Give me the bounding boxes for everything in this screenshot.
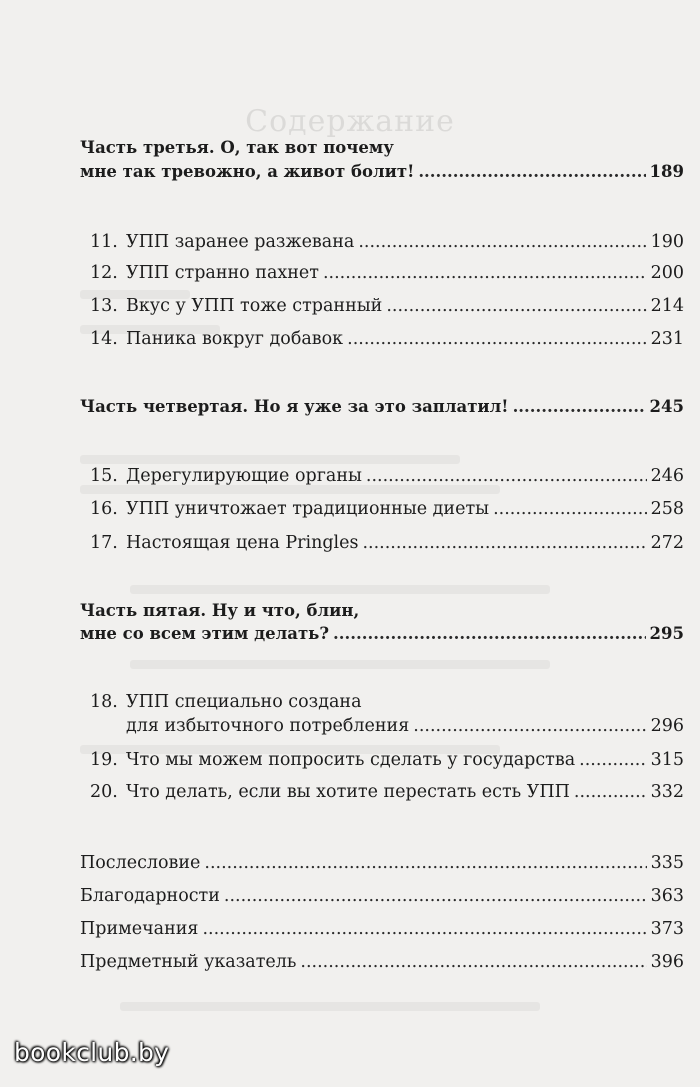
dot-leader	[300, 950, 646, 974]
dot-leader	[333, 622, 646, 646]
dot-leader	[323, 261, 647, 285]
part-heading-line: Часть третья. О, так вот почему	[80, 138, 394, 157]
chapter-title: Что мы можем попросить сделать у государства	[126, 750, 576, 770]
toc-backmatter-entry[interactable]	[80, 917, 684, 941]
chapter-number: 13.	[90, 296, 118, 316]
show-through-line	[120, 1002, 540, 1011]
page-number: 189	[649, 162, 684, 181]
toc-backmatter-entry[interactable]	[80, 851, 684, 875]
section-title: Примечания	[80, 919, 199, 939]
page-number: 396	[650, 952, 684, 972]
toc-chapter-entry[interactable]	[90, 294, 684, 318]
chapter-number: 16.	[90, 499, 118, 519]
chapter-title: УПП заранее разжевана	[126, 232, 355, 252]
part-heading-line: Часть пятая. Ну и что, блин,	[80, 601, 360, 620]
dot-leader	[204, 851, 646, 875]
chapter-title: УПП уничтожает традиционные диеты	[126, 499, 490, 519]
dot-leader	[574, 780, 647, 804]
dot-leader	[413, 714, 646, 738]
page-number: 296	[650, 716, 684, 736]
part-title: Часть четвертая. Но я уже за это заплатил!	[80, 397, 509, 416]
dot-leader	[366, 464, 647, 488]
chapter-title: Что делать, если вы хотите перестать есть УПП	[126, 782, 570, 802]
toc-chapter-entry[interactable]	[90, 531, 684, 555]
page-number: 245	[649, 397, 684, 416]
page-number: 272	[650, 533, 684, 553]
page-number: 315	[650, 750, 684, 770]
dot-leader	[513, 395, 646, 419]
chapter-title: Дерегулирующие органы	[126, 466, 362, 486]
page-number: 373	[650, 919, 684, 939]
toc-backmatter-entry[interactable]	[80, 884, 684, 908]
page-number: 332	[650, 782, 684, 802]
toc-backmatter-entry[interactable]	[80, 950, 684, 974]
dot-leader	[202, 917, 646, 941]
chapter-number: 18.	[90, 692, 118, 712]
page-number: 200	[650, 263, 684, 283]
part-title: мне со всем этим делать?	[80, 624, 330, 643]
toc-chapter-entry[interactable]	[90, 464, 684, 488]
dot-leader	[386, 294, 646, 318]
dot-leader	[493, 497, 647, 521]
section-title: Послесловие	[80, 853, 201, 873]
dot-leader	[347, 327, 646, 351]
dot-leader	[579, 748, 646, 772]
dot-leader	[358, 230, 646, 254]
chapter-number: 14.	[90, 329, 118, 349]
toc-chapter-entry[interactable]	[126, 714, 684, 738]
toc-part-entry[interactable]	[80, 622, 684, 646]
page-number: 214	[650, 296, 684, 316]
show-through-line	[130, 585, 550, 594]
page-number: 190	[650, 232, 684, 252]
chapter-title: Вкус у УПП тоже странный	[126, 296, 383, 316]
chapter-title-line	[90, 690, 362, 714]
toc-chapter-entry[interactable]	[90, 230, 684, 254]
show-through-line	[130, 660, 550, 669]
chapter-title: для избыточного потребления	[126, 716, 410, 736]
page-number: 335	[650, 853, 684, 873]
chapter-title: УПП странно пахнет	[126, 263, 319, 283]
chapter-number: 11.	[90, 232, 118, 252]
show-through-line	[80, 455, 460, 464]
chapter-number: 19.	[90, 750, 118, 770]
page-title: Содержание	[245, 104, 455, 139]
dot-leader	[418, 160, 645, 184]
watermark: bookclub.by	[14, 1038, 170, 1067]
page-number: 246	[650, 466, 684, 486]
page-number: 231	[650, 329, 684, 349]
toc-part-entry[interactable]	[80, 160, 684, 184]
toc-chapter-entry[interactable]	[90, 780, 684, 804]
dot-leader	[224, 884, 647, 908]
page-number: 258	[650, 499, 684, 519]
toc-chapter-entry[interactable]	[90, 327, 684, 351]
chapter-number: 12.	[90, 263, 118, 283]
toc-chapter-entry[interactable]	[90, 497, 684, 521]
toc-chapter-entry[interactable]	[90, 748, 684, 772]
part-title: мне так тревожно, а живот болит!	[80, 162, 415, 181]
page-number: 295	[649, 624, 684, 643]
chapter-number: 17.	[90, 533, 118, 553]
section-title: Благодарности	[80, 886, 220, 906]
chapter-title: Настоящая цена Pringles	[126, 533, 359, 553]
chapter-title-part: УПП специально создана	[126, 692, 362, 712]
chapter-number: 20.	[90, 782, 118, 802]
chapter-title: Паника вокруг добавок	[126, 329, 344, 349]
toc-chapter-entry[interactable]	[90, 261, 684, 285]
page-number: 363	[650, 886, 684, 906]
dot-leader	[362, 531, 646, 555]
chapter-number: 15.	[90, 466, 118, 486]
toc-part-entry[interactable]	[80, 395, 684, 419]
section-title: Предметный указатель	[80, 952, 297, 972]
